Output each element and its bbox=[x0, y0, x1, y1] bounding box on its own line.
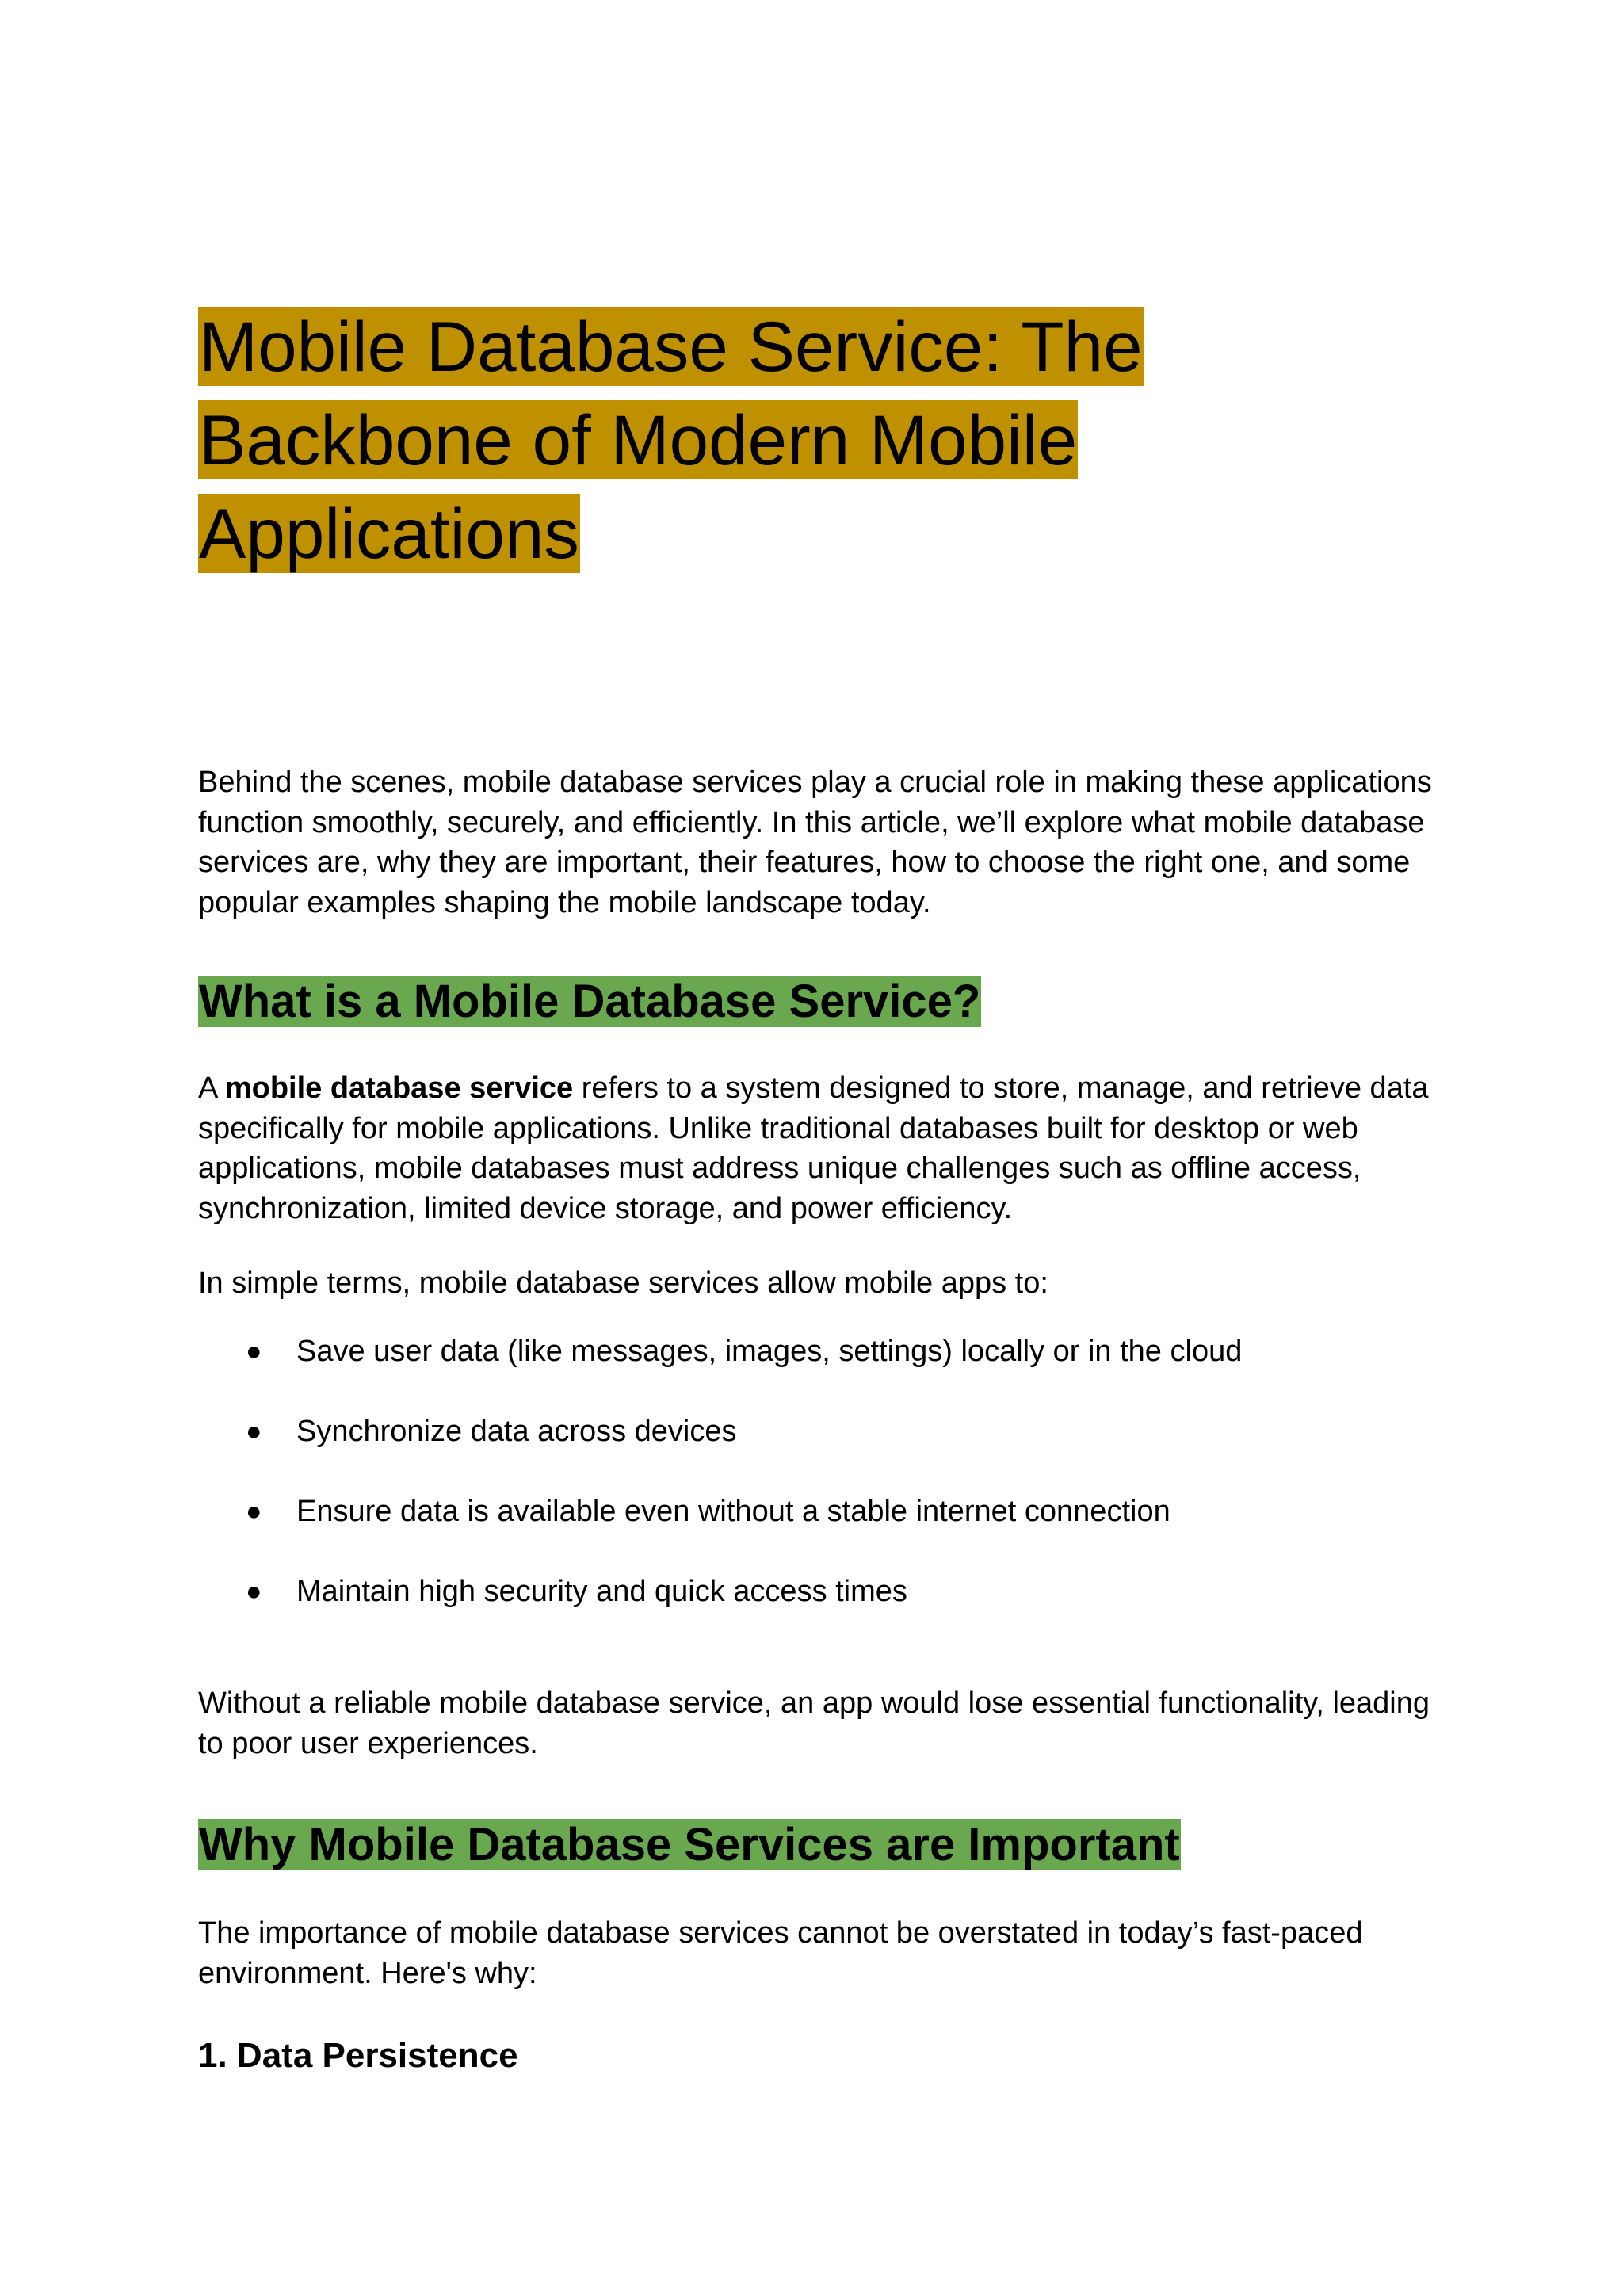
section-heading-why-important bbox=[198, 1817, 1181, 1874]
definition-rest: refers to a system designed to store, manage, and retrieve data specifically for mobile applications. Unlike traditional databases built for desktop or web applications, mobile databases must address unique challenges such as offline access, synchronization, limited device storage, and power efficiency. bbox=[198, 1072, 1429, 1225]
bullet-icon: ● bbox=[246, 1416, 262, 1446]
list-item bbox=[198, 1492, 1434, 1572]
title-highlight: Mobile Database Service: The Backbone of Modern Mobile Applications bbox=[199, 307, 1143, 573]
definition-prefix: A bbox=[198, 1072, 225, 1105]
bullet-icon: ● bbox=[246, 1576, 262, 1606]
conclusion-paragraph: Without a reliable mobile database service, an app would lose essential functionality, leading to poor user experiences. bbox=[198, 1687, 1430, 1760]
list-item bbox=[198, 1572, 1434, 1652]
list-item-text: Synchronize data across devices bbox=[296, 1415, 737, 1448]
definition-bold-term: mobile database service bbox=[224, 1072, 574, 1105]
list-item bbox=[198, 1331, 1434, 1412]
definition-paragraph bbox=[198, 1068, 1434, 1228]
section-heading-what-is bbox=[198, 973, 981, 1030]
subheading-data-persistence: 1. Data Persistence bbox=[198, 2036, 518, 2075]
list-item-text: Save user data (like messages, images, settings) locally or in the cloud bbox=[296, 1335, 1243, 1368]
intro-paragraph: Behind the scenes, mobile database services play a crucial role in making these applications function smoothly, securely, and efficiently. In this article, we’ll explore what mobile database services are, why they are important, their features, how to choose the right one, and some popular examples shaping the mobile landscape today. bbox=[198, 766, 1432, 919]
list-item-text: Ensure data is available even without a stable internet connection bbox=[296, 1495, 1170, 1528]
capabilities-list bbox=[198, 1331, 1434, 1652]
list-item-text: Maintain high security and quick access times bbox=[296, 1575, 907, 1608]
importance-paragraph: The importance of mobile database services cannot be overstated in today’s fast-paced environment. Here's why: bbox=[198, 1916, 1363, 1990]
list-item bbox=[198, 1412, 1434, 1492]
bullet-icon: ● bbox=[246, 1496, 262, 1526]
simple-terms-paragraph: In simple terms, mobile database services allow mobile apps to: bbox=[198, 1266, 1048, 1300]
heading-highlight: What is a Mobile Database Service? bbox=[199, 976, 981, 1027]
document-title bbox=[198, 300, 1434, 580]
bullet-icon: ● bbox=[246, 1336, 262, 1366]
heading-highlight: Why Mobile Database Services are Important bbox=[199, 1819, 1180, 1870]
